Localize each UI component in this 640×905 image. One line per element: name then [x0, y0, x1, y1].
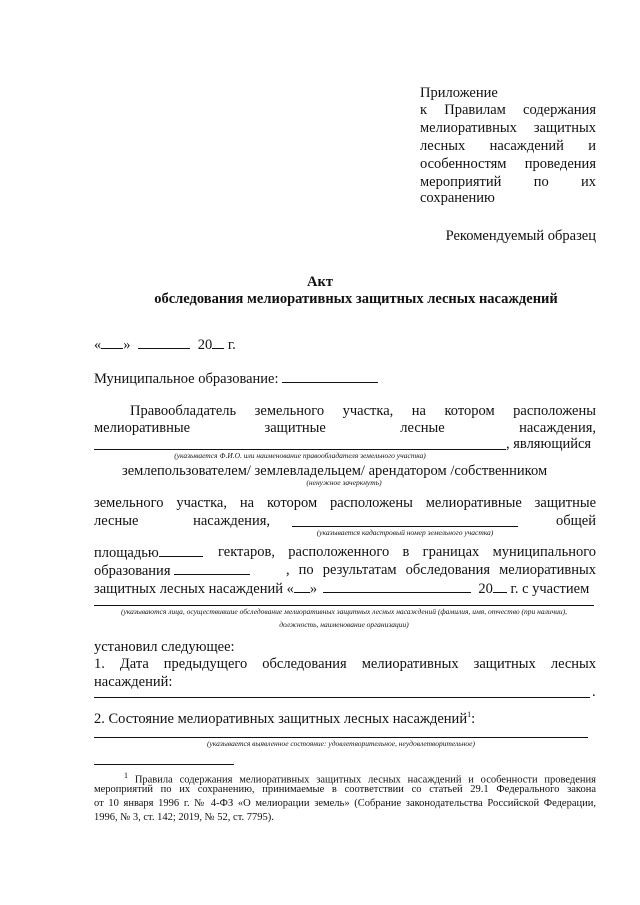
owner-caption: (указывается Ф.И.О. или наименование правообладателя земельного участка)	[174, 451, 426, 460]
item2-line: 2. Состояние мелиоративных защитных лесных насаждений$^1$:	[94, 710, 476, 727]
item1-line-2: насаждений:	[94, 674, 173, 690]
participants-caption-a: (указываются лица, осуществившие обследование мелиоративных защитных лесных насаждений (фамилия, имя, отчество (при наличии),	[120, 607, 568, 616]
item1-field-line	[94, 697, 590, 698]
para1-line-4: землепользователем/ землевладельцем/ арендатором /собственником	[122, 463, 548, 479]
cadastral-field-line	[292, 526, 518, 527]
participants-caption-b: должность, наименование организации)	[279, 620, 409, 629]
para2-line-3-b: гектаров, расположенного в границах муниципального	[218, 544, 597, 560]
municipality-row	[94, 369, 378, 388]
para1-line-3-suffix: , являющийся	[506, 436, 592, 452]
appendix-line-1: к Правилам содержания	[420, 102, 596, 118]
para1-line-2: мелиоративные защитные лесные насаждения,	[94, 420, 596, 436]
appendix-line-6: сохранению	[420, 190, 495, 206]
owner-field-line	[94, 449, 506, 450]
item2-field-line	[94, 737, 588, 738]
appendix-line-2: мелиоративных защитных	[420, 120, 596, 136]
item1-end-dot: .	[592, 684, 596, 700]
appendix-title: Приложение	[420, 85, 498, 101]
footnote-ref: 1	[467, 710, 472, 719]
footnote-line-1: $^1$ Правила содержания мелиоративных защитных лесных насаждений и особенности проведения	[124, 771, 596, 786]
established-label: установил следующее:	[94, 639, 235, 655]
footnote-line-3: от 10 января 1996 г. № 4-ФЗ «О мелиорации земель» (Собрание законодательства Российской Федерации,	[94, 798, 596, 809]
cadastral-caption: (указывается кадастровый номер земельного участка)	[316, 528, 494, 537]
item2-caption: (указывается выявленное состояние: удовлетворительное, неудовлетворительное)	[206, 739, 475, 748]
strike-caption: (ненужное зачеркнуть)	[306, 478, 382, 487]
footnote-line-2: мероприятий по их сохранению, принимаемые в соответствии со статьей 29.1 Федерального закона	[94, 784, 596, 795]
para2-line-1: земельного участка, на котором расположены мелиоративные защитные	[94, 495, 597, 511]
para2-line-4-a: образования	[94, 561, 250, 580]
date-line: « » 20 г.	[94, 337, 236, 353]
doc-title: Акт	[307, 274, 333, 290]
para2-line-2-left: лесные насаждения,	[94, 513, 270, 529]
item1-line-1: 1. Дата предыдущего обследования мелиоративных защитных лесных	[94, 656, 597, 672]
footnote-separator	[94, 764, 234, 765]
municipality-label: Муниципальное образование:	[94, 371, 279, 387]
para2-line-2-right: общей	[556, 513, 596, 529]
recommended-sample: Рекомендуемый образец	[445, 228, 596, 244]
municipality-field	[282, 369, 378, 383]
footnote-line-4: 1996, № 3, ст. 142; 2019, № 52, ст. 7795).	[94, 812, 274, 823]
participants-field-line	[94, 605, 594, 606]
appendix-line-5: мероприятий по их	[420, 174, 597, 190]
para2-line-3-a: площадью	[94, 543, 203, 562]
para2-line-4-b: , по результатам обследования мелиоративных	[286, 562, 596, 578]
appendix-line-3: лесных насаждений и	[420, 138, 597, 154]
doc-subtitle: обследования мелиоративных защитных лесных насаждений	[154, 291, 558, 307]
para2-line-5: защитных лесных насаждений « » 20 г. с участием	[94, 581, 590, 597]
appendix-line-4: особенностям проведения	[420, 156, 596, 172]
para1-line-1: Правообладатель земельного участка, на котором расположены	[130, 403, 596, 419]
